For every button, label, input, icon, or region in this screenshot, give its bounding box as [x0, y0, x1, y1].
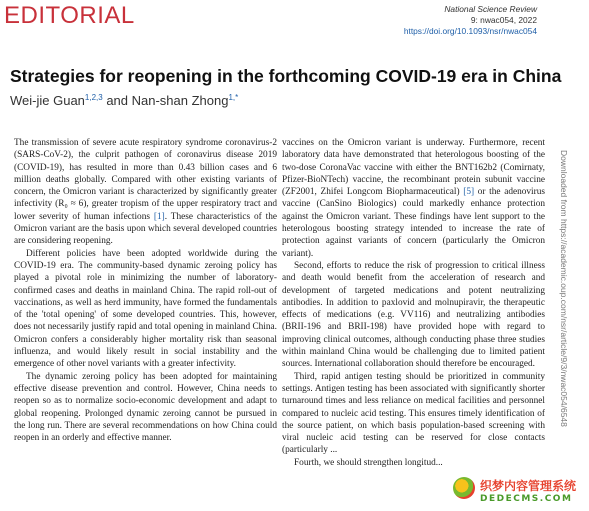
reference-link[interactable]: [1]: [153, 211, 165, 222]
paragraph: The dynamic zeroing policy has been adopted for maintaining effective disease prevention and control. However, China needs to reopen so as to normalize socio-economic development and adapt to global reopening. Prolonged dynamic zeroing cannot be pursued in the long run. There are several recommendations on how China could reopen in an orderly and effective manner.: [14, 371, 277, 444]
author-name[interactable]: Wei-jie Guan: [10, 93, 85, 108]
download-sidebar-text: Downloaded from https://academic.oup.com/nsr/article/9/3/nwac054/6548: [559, 150, 569, 427]
paragraph-text: vaccines on the Omicron variant is underway. Furthermore, recent laboratory data have demonstrated that heterologous boosting of the two-dose CoronaVac vaccine with either the BNT162b2 (Comirnaty, Pfizer-BioNTech) vaccine, the recombinant protein subunit vaccine (ZF2001, Zhifei Longcom Biopharmaceutical): [282, 138, 545, 198]
paragraph-text: . These characteristics of the Omicron variant are the basis upon which several developed countries are considering reopening.: [14, 211, 277, 247]
author-affiliation-sup[interactable]: 1,2,3: [84, 93, 103, 102]
reference-link[interactable]: [5]: [463, 187, 475, 198]
author-name[interactable]: Nan-shan Zhong: [131, 93, 229, 108]
page-header: [0, 0, 589, 48]
author-affiliation-sup[interactable]: 1,*: [228, 93, 239, 102]
article-id: 9: nwac054, 2022: [470, 15, 537, 25]
article-title: Strategies for reopening in the forthcoming COVID-19 era in China: [10, 66, 562, 86]
paragraph: Second, efforts to reduce the risk of progression to critical illness and death would benefit from the acceleration of research and development of targeted medications and potent neutralizing antibodies. In addition to paxlovid and molnupiravir, the therapeutic effects of medications (e.g. VV116) and neutralizing antibodies (BRII-196 and BRII-198) have provided hope with regard to improving clinical outcomes, although conducting phase three studies within mainland China would be challenging due to limited patient sources. International collaboration should therefore be encouraged.: [282, 260, 545, 370]
paragraph: Third, rapid antigen testing should be prioritized in community settings. Antigen testing has been associated with significantly shorter turnaround times and less reliance on medical facilities and personnel compared to nucleic acid testing. This ensures timely identification of the source patient, on which basis population-based screening with viral nucleic acid testing can be reserved for close contacts (particularly ...: [282, 371, 545, 456]
journal-name: National Science Review: [444, 4, 537, 14]
watermark-line1: 织梦内容管理系统: [480, 479, 577, 493]
journal-info: [337, 4, 537, 37]
body-column-right: [282, 137, 545, 469]
watermark: [450, 474, 589, 511]
watermark-logo-icon: [453, 477, 475, 499]
paragraph: Different policies have been adopted worldwide during the COVID-19 era. The community-based dynamic zeroing policy has played a pivotal role in minimizing the number of laboratory-confirmed cases and deaths in mainland China. The rapid roll-out of vaccinations, as well as herd immunity, have formed the fundamentals of the 'total opening' of some developed countries. This, however, does not necessarily justify rapid and total opening in mainland China. Omicron confers a considerably higher mortality risk than seasonal influenza, and would likely result in social instability and the emergence of other novel variants with a greater infectivity.: [14, 248, 277, 370]
paragraph: [14, 137, 277, 248]
paragraph-text: The transmission of severe acute respiratory syndrome coronavirus-2 (SARS-CoV-2), the culprit pathogen of coronavirus disease 2019 (COVID-19), has resulted in more than 0.43 billion cases and 6 million deaths globally. Compared with other existing variants of concern, the Omicron variant is characterized by significantly greater infectivity (R₀ ≈ 6), greater tropism of the upper respiratory tract and lower severity of human infections: [14, 138, 277, 222]
author-conjunction: and: [102, 93, 132, 108]
author-line: [10, 93, 238, 108]
doi-link[interactable]: https://doi.org/10.1093/nsr/nwac054: [403, 26, 537, 36]
section-label: EDITORIAL: [4, 2, 135, 29]
watermark-line2: DEDECMS.COM: [480, 494, 573, 504]
paragraph: Fourth, we should strengthen longitud...: [294, 457, 443, 468]
paragraph-text: or the adenovirus vaccine (CanSino Biologics) could markedly enhance protection against the Omicron variant. These findings have lent support to the heterologous boosting strategy intended to increase the rate of protection against variants of concern (particularly the Omicron variant).: [282, 187, 545, 259]
body-column-left: [14, 137, 277, 444]
paragraph: [282, 137, 545, 260]
